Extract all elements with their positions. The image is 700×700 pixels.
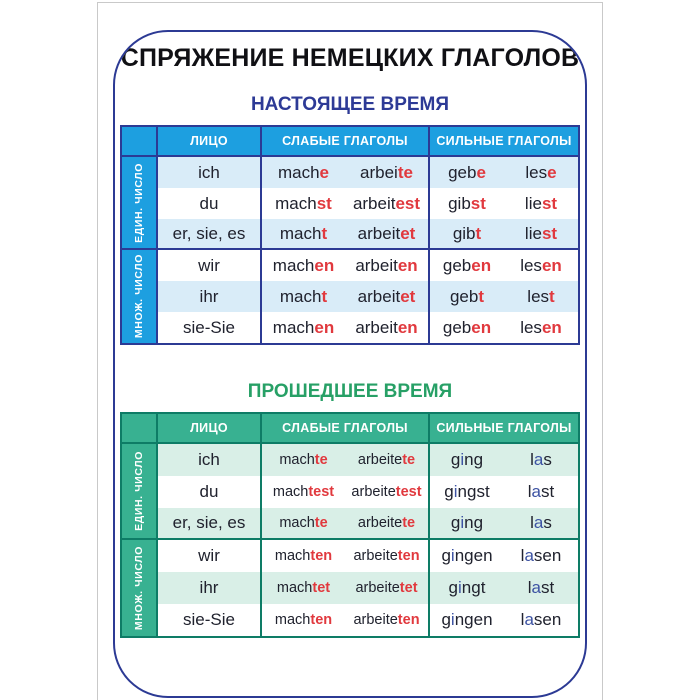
- verb: [275, 612, 332, 628]
- verb: [450, 287, 484, 307]
- verb-stem: ngst: [457, 482, 490, 501]
- strong-verbs-cell: [430, 444, 578, 476]
- verb-stem: ngen: [454, 546, 493, 565]
- verb: [273, 484, 334, 500]
- verb-ending: e: [319, 162, 330, 182]
- col-header-strong-verbs: СИЛЬНЫЕ ГЛАГОЛЫ: [430, 414, 578, 444]
- verb-stem: l: [520, 546, 525, 565]
- ablaut-vowel: a: [533, 513, 544, 532]
- verb: [528, 578, 554, 598]
- weak-verbs-cell: [262, 219, 430, 250]
- verb-ending: t: [475, 223, 482, 243]
- verb: [520, 318, 562, 338]
- verb-stem: geb: [442, 255, 472, 275]
- verb-ending: t: [478, 286, 485, 306]
- verb: [443, 256, 491, 276]
- verb: [355, 580, 417, 596]
- verb: [520, 256, 562, 276]
- verb-stem: l: [530, 450, 534, 469]
- weak-verbs-cell: [262, 572, 430, 604]
- strong-verbs-cell: [430, 476, 578, 508]
- verb-stem: s: [543, 513, 552, 532]
- verb-ending: ten: [397, 612, 420, 628]
- present-tense-section: [115, 94, 585, 345]
- verb-ending: te: [402, 452, 416, 468]
- weak-verbs-cell: [262, 604, 430, 636]
- verb: [527, 287, 554, 307]
- col-header-weak-verbs: СЛАБЫЕ ГЛАГОЛЫ: [262, 127, 430, 157]
- verb-ending: st: [541, 193, 558, 213]
- verb: [449, 578, 486, 598]
- verb-ending: e: [547, 162, 557, 182]
- present-tense-heading: НАСТОЯЩЕЕ ВРЕМЯ: [250, 94, 450, 115]
- verb-stem: mach: [275, 193, 317, 213]
- verb-ending: en: [397, 255, 418, 275]
- verb-stem: mach: [272, 255, 315, 275]
- weak-verbs-cell: [262, 508, 430, 540]
- verb-stem: arbeite: [355, 580, 400, 596]
- weak-verbs-cell: [262, 250, 430, 281]
- verb: [277, 580, 330, 596]
- verb: [443, 318, 491, 338]
- strong-verbs-cell: [430, 572, 578, 604]
- ablaut-vowel: i: [450, 546, 455, 565]
- verb-ending: e: [476, 162, 486, 182]
- verb-stem: mach: [272, 317, 315, 337]
- verb: [525, 194, 557, 214]
- person-cell: ich: [158, 444, 262, 476]
- verb-stem: g: [450, 513, 461, 532]
- group-label-text: ЕДИН. ЧИСЛО: [133, 451, 145, 531]
- verb: [275, 194, 332, 214]
- verb-stem: mach: [276, 580, 313, 596]
- group-label-plural: [122, 250, 158, 343]
- verb-ending: t: [549, 286, 555, 306]
- verb: [441, 546, 492, 566]
- ablaut-vowel: i: [450, 610, 455, 629]
- verb-ending: te: [402, 515, 416, 531]
- verb-stem: mach: [279, 286, 322, 306]
- verb: [353, 548, 419, 564]
- strong-verbs-cell: [430, 540, 578, 572]
- strong-verbs-cell: [430, 219, 578, 250]
- present-tense-table: [120, 125, 580, 345]
- person-cell: sie-Sie: [158, 604, 262, 636]
- verb: [358, 224, 416, 244]
- verb-stem: mach: [279, 515, 315, 531]
- verb: [360, 163, 413, 183]
- verb: [444, 482, 489, 502]
- verb: [530, 450, 552, 470]
- verb-ending: en: [541, 255, 562, 275]
- verb-ending: ten: [397, 548, 420, 564]
- verb-stem: lie: [524, 223, 542, 243]
- verb-stem: sen: [533, 610, 562, 629]
- verb-stem: mach: [279, 452, 315, 468]
- strong-verbs-cell: [430, 188, 578, 219]
- verb-stem: l: [520, 610, 525, 629]
- col-header-person: ЛИЦО: [158, 414, 262, 444]
- verb-ending: en: [314, 317, 335, 337]
- past-tense-section: [115, 381, 585, 638]
- verb-stem: arbeite: [353, 548, 398, 564]
- verb-ending: test: [395, 484, 422, 500]
- verb: [525, 163, 556, 183]
- verb: [521, 610, 562, 630]
- verb-ending: st: [541, 223, 558, 243]
- verb-ending: et: [400, 223, 416, 243]
- verb-ending: en: [397, 317, 418, 337]
- col-header-weak-verbs: СЛАБЫЕ ГЛАГОЛЫ: [262, 414, 430, 444]
- verb: [448, 194, 486, 214]
- weak-verbs-cell: [262, 157, 430, 188]
- verb: [358, 452, 415, 468]
- group-label-text: МНОЖ. ЧИСЛО: [133, 254, 145, 339]
- verb: [451, 513, 483, 533]
- verb-stem: geb: [442, 317, 472, 337]
- verb: [355, 318, 417, 338]
- person-cell: wir: [158, 540, 262, 572]
- verb-stem: mach: [274, 548, 311, 564]
- verb-stem: ng: [464, 513, 484, 532]
- verb-ending: te: [314, 452, 328, 468]
- verb: [279, 452, 327, 468]
- weak-verbs-cell: [262, 476, 430, 508]
- person-cell: er, sie, es: [158, 508, 262, 540]
- verb-ending: en: [471, 255, 492, 275]
- verb-stem: mach: [277, 162, 320, 182]
- group-label-text: ЕДИН. ЧИСЛО: [133, 162, 145, 243]
- verb: [353, 194, 420, 214]
- verb: [278, 163, 329, 183]
- verb: [351, 484, 421, 500]
- verb-ending: te: [397, 162, 413, 182]
- weak-verbs-cell: [262, 444, 430, 476]
- verb-ending: est: [395, 193, 421, 213]
- col-header-strong-verbs: СИЛЬНЫЕ ГЛАГОЛЫ: [430, 127, 578, 157]
- verb-stem: arbeit: [355, 317, 398, 337]
- person-cell: ihr: [158, 572, 262, 604]
- verb: [448, 163, 486, 183]
- verb-stem: g: [441, 610, 451, 629]
- person-cell: sie-Sie: [158, 312, 262, 343]
- verb: [521, 546, 562, 566]
- ablaut-vowel: a: [524, 610, 534, 629]
- verb-ending: en: [541, 317, 562, 337]
- verb: [525, 224, 557, 244]
- verb: [273, 256, 334, 276]
- verb-stem: l: [527, 482, 532, 501]
- group-label-plural: [122, 540, 158, 636]
- verb-stem: l: [530, 513, 534, 532]
- verb-stem: les: [520, 255, 542, 275]
- verb-stem: mach: [279, 223, 322, 243]
- verb-stem: g: [450, 450, 461, 469]
- ablaut-vowel: a: [531, 482, 541, 501]
- weak-verbs-cell: [262, 188, 430, 219]
- verb-stem: arbeite: [357, 452, 403, 468]
- verb-ending: st: [316, 193, 332, 213]
- verb: [358, 287, 416, 307]
- verb: [358, 515, 415, 531]
- verb: [451, 450, 483, 470]
- verb: [441, 610, 492, 630]
- weak-verbs-cell: [262, 281, 430, 312]
- verb-stem: arbeit: [352, 193, 396, 213]
- verb-stem: g: [448, 578, 459, 597]
- verb-ending: et: [400, 286, 416, 306]
- group-label-singular: [122, 444, 158, 540]
- poster-photo-frame: [97, 2, 603, 700]
- ablaut-vowel: a: [531, 578, 541, 597]
- person-cell: ihr: [158, 281, 262, 312]
- verb-stem: geb: [449, 286, 479, 306]
- ablaut-vowel: i: [460, 513, 465, 532]
- verb-stem: les: [525, 162, 548, 182]
- verb-stem: mach: [272, 484, 309, 500]
- verb-stem: st: [541, 482, 555, 501]
- verb-stem: s: [543, 450, 552, 469]
- strong-verbs-cell: [430, 157, 578, 188]
- col-header-person: ЛИЦО: [158, 127, 262, 157]
- person-cell: du: [158, 476, 262, 508]
- person-cell: du: [158, 188, 262, 219]
- person-cell: ich: [158, 157, 262, 188]
- poster-title: СПРЯЖЕНИЕ НЕМЕЦКИХ ГЛАГОЛОВ: [120, 44, 580, 72]
- verb-stem: arbeite: [351, 484, 396, 500]
- verb-stem: gib: [448, 193, 471, 213]
- verb-ending: test: [308, 484, 335, 500]
- verb-ending: tet: [399, 580, 418, 596]
- verb: [530, 513, 552, 533]
- verb-ending: te: [314, 515, 328, 531]
- verb: [353, 612, 419, 628]
- verb: [280, 287, 327, 307]
- strong-verbs-cell: [430, 604, 578, 636]
- verb-stem: arbei: [360, 162, 398, 182]
- verb-stem: arbeit: [357, 223, 401, 243]
- verb-ending: en: [471, 317, 492, 337]
- verb: [528, 482, 554, 502]
- ablaut-vowel: a: [524, 546, 534, 565]
- verb: [273, 318, 334, 338]
- verb-stem: gib: [452, 223, 476, 243]
- verb-ending: ten: [310, 548, 333, 564]
- verb-stem: g: [444, 482, 454, 501]
- verb-ending: t: [321, 286, 328, 306]
- strong-verbs-cell: [430, 250, 578, 281]
- verb: [275, 548, 332, 564]
- verb: [453, 224, 481, 244]
- strong-verbs-cell: [430, 281, 578, 312]
- verb-stem: arbeit: [357, 286, 401, 306]
- ablaut-vowel: i: [458, 578, 462, 597]
- ablaut-vowel: a: [533, 450, 544, 469]
- group-label-text: МНОЖ. ЧИСЛО: [133, 545, 145, 631]
- weak-verbs-cell: [262, 312, 430, 343]
- person-cell: er, sie, es: [158, 219, 262, 250]
- verb-stem: st: [541, 578, 555, 597]
- poster-card: [113, 30, 587, 698]
- past-tense-heading: ПРОШЕДШЕЕ ВРЕМЯ: [247, 381, 453, 402]
- weak-verbs-cell: [262, 540, 430, 572]
- verb-stem: g: [441, 546, 451, 565]
- verb-stem: arbeite: [353, 612, 398, 628]
- person-cell: wir: [158, 250, 262, 281]
- group-label-singular: [122, 157, 158, 250]
- verb-stem: arbeit: [355, 255, 398, 275]
- verb-ending: tet: [312, 580, 331, 596]
- corner-cell: [122, 127, 158, 157]
- verb-stem: geb: [448, 162, 477, 182]
- ablaut-vowel: i: [453, 482, 458, 501]
- strong-verbs-cell: [430, 508, 578, 540]
- corner-cell: [122, 414, 158, 444]
- verb-ending: t: [321, 223, 328, 243]
- past-tense-table: [120, 412, 580, 638]
- verb-stem: ngen: [454, 610, 493, 629]
- verb-stem: les: [520, 317, 542, 337]
- verb: [280, 224, 327, 244]
- verb-ending: ten: [310, 612, 333, 628]
- verb-stem: sen: [533, 546, 562, 565]
- verb: [355, 256, 417, 276]
- verb-ending: st: [470, 193, 486, 213]
- ablaut-vowel: i: [460, 450, 465, 469]
- verb-stem: ng: [464, 450, 484, 469]
- verb-ending: en: [314, 255, 335, 275]
- verb-stem: les: [527, 286, 550, 306]
- verb: [279, 515, 327, 531]
- strong-verbs-cell: [430, 312, 578, 343]
- verb-stem: l: [527, 578, 532, 597]
- verb-stem: mach: [274, 612, 311, 628]
- verb-stem: ngt: [461, 578, 486, 597]
- verb-stem: lie: [524, 193, 542, 213]
- verb-stem: arbeite: [357, 515, 403, 531]
